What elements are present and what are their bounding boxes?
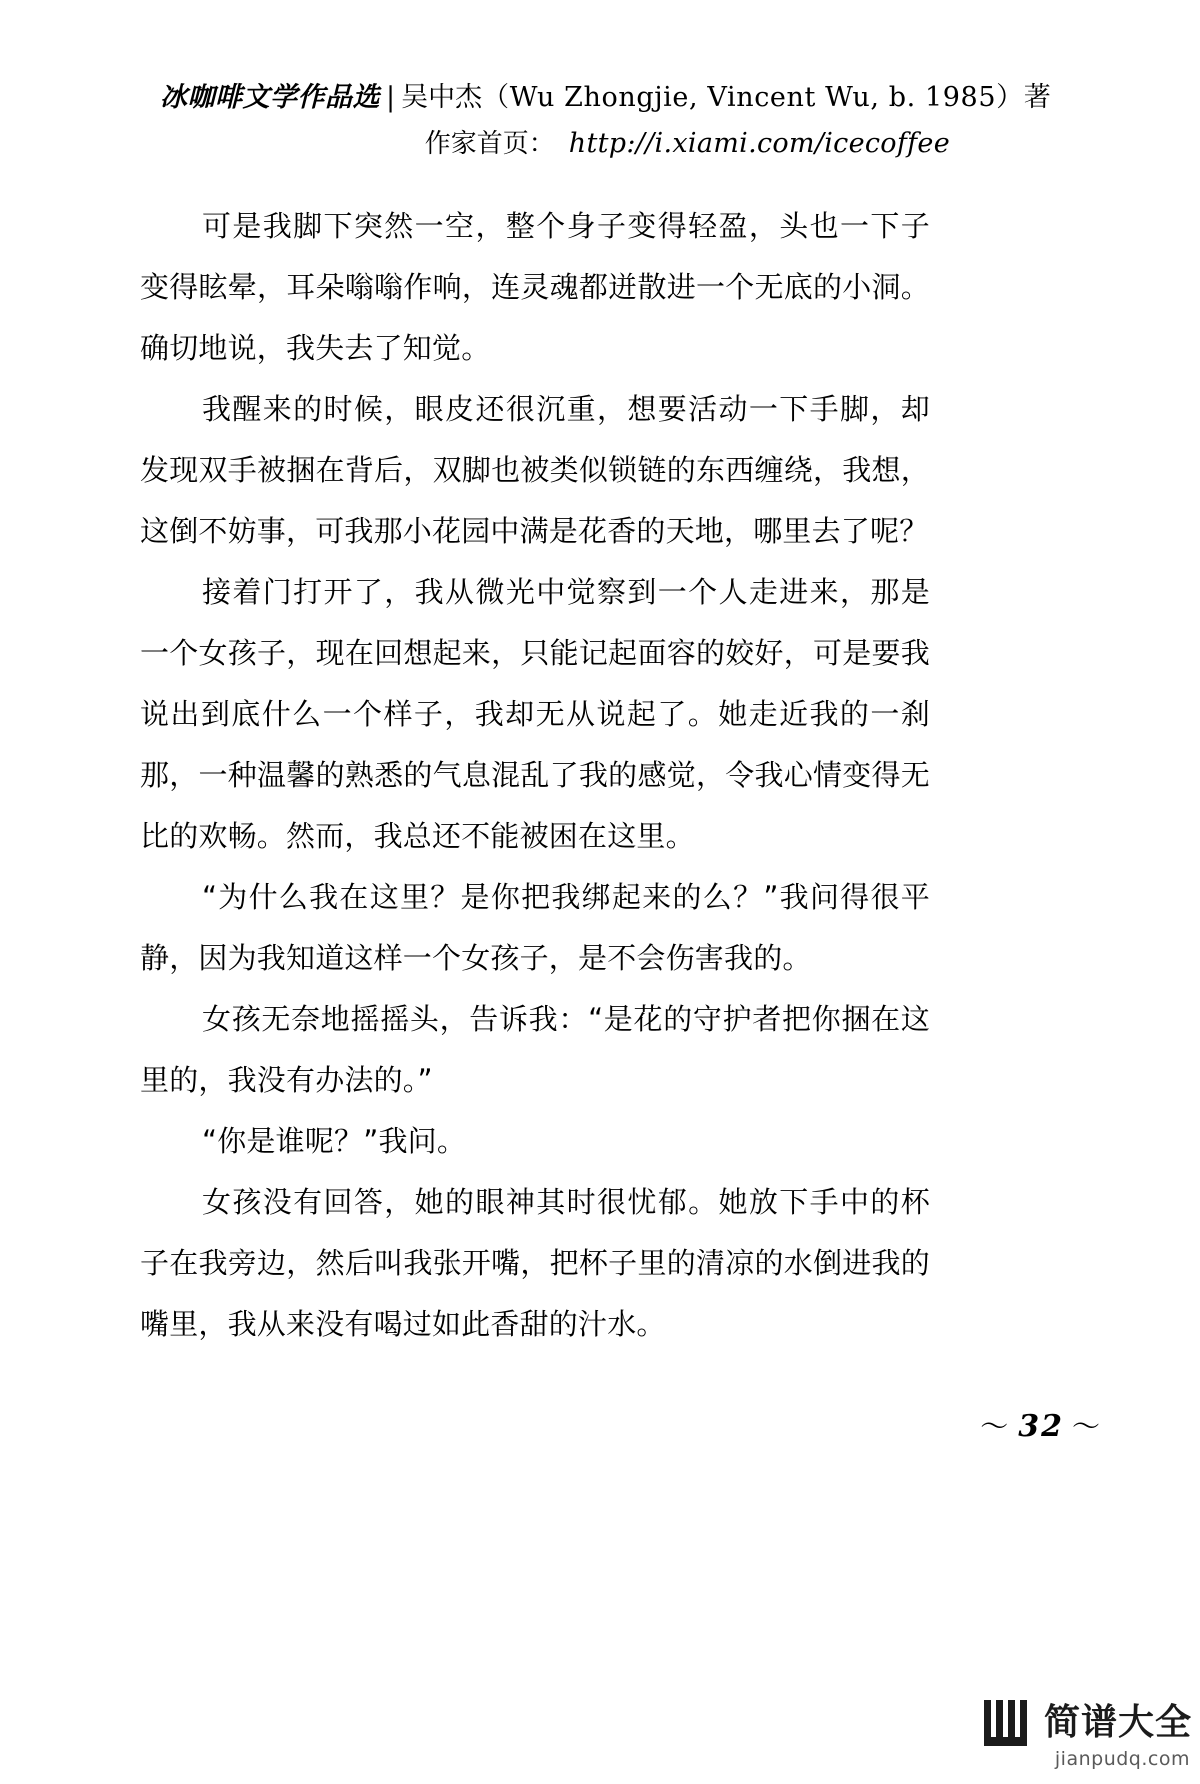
tilde-left-ornament: ～ bbox=[980, 1410, 1011, 1443]
author-name-chinese: 吴中杰 bbox=[401, 82, 483, 113]
watermark-main-row bbox=[982, 1700, 1192, 1746]
body-paragraph: “为什么我在这里？是你把我绑起来的么？”我问得很平静，因为我知道这样一个女孩子，是不会伤害我的。 bbox=[140, 880, 930, 975]
page-header bbox=[160, 76, 1052, 166]
homepage-url[interactable]: http://i.xiami.com/icecoffee bbox=[568, 128, 950, 159]
page-number-footer bbox=[972, 1405, 1110, 1445]
body-paragraph: 可是我脚下突然一空，整个身子变得轻盈，头也一下子变得眩晕，耳朵嗡嗡作响，连灵魂都迸散进一个无底的小洞。确切地说，我失去了知觉。 bbox=[140, 209, 930, 365]
body-paragraph: 女孩无奈地摇摇头，告诉我：“是花的守护者把你捆在这里的，我没有办法的。” bbox=[140, 1002, 930, 1097]
book-series-title: 冰咖啡文学作品选 bbox=[160, 82, 380, 113]
page-number-value: 32 bbox=[1018, 1409, 1064, 1444]
page-body bbox=[140, 196, 930, 1355]
homepage-label: 作家首页： bbox=[424, 129, 555, 159]
watermark-subtitle: jianpudq.com bbox=[1054, 1748, 1190, 1770]
tilde-right-ornament: ～ bbox=[1071, 1410, 1102, 1443]
body-paragraph: “你是谁呢？”我问。 bbox=[202, 1124, 467, 1158]
header-separator: | bbox=[386, 82, 396, 113]
body-paragraph: 我醒来的时候，眼皮还很沉重，想要活动一下手脚，却发现双手被捆在背后，双脚也被类似锁链的东西缠绕，我想，这倒不妨事，可我那小花园中满是花香的天地，哪里去了呢？ bbox=[140, 392, 930, 548]
header-title-line bbox=[160, 76, 1052, 120]
body-paragraph: 接着门打开了，我从微光中觉察到一个人走进来，那是一个女孩子，现在回想起来，只能记起面容的姣好，可是要我说出到底什么一个样子，我却无从说起了。她走近我的一刹那，一种温馨的熟悉的气息混乱了我的感觉，令我心情变得无比的欢畅。然而，我总还不能被困在这里。 bbox=[140, 575, 930, 853]
header-homepage-line bbox=[160, 122, 950, 166]
piano-keys-icon bbox=[982, 1700, 1034, 1746]
body-paragraph: 女孩没有回答，她的眼神其时很忧郁。她放下手中的杯子在我旁边，然后叫我张开嘴，把杯子里的清凉的水倒进我的嘴里，我从来没有喝过如此香甜的汁水。 bbox=[140, 1185, 930, 1341]
watermark bbox=[982, 1700, 1192, 1770]
author-name-english: （Wu Zhongjie, Vincent Wu, b. 1985）著 bbox=[482, 82, 1052, 113]
watermark-title: 简谱大全 bbox=[1043, 1702, 1192, 1743]
